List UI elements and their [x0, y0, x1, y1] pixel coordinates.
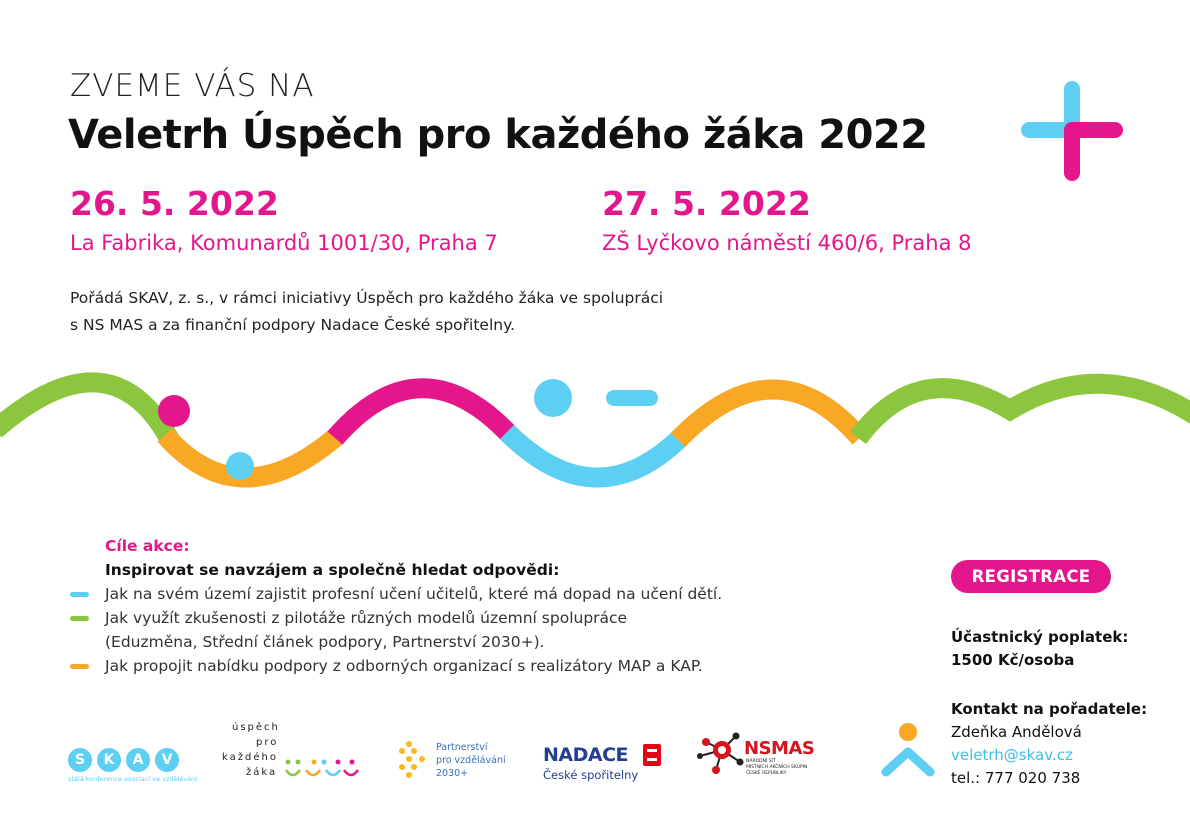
nsmas-name: NSMAS: [744, 738, 815, 759]
goal-item: [105, 582, 722, 606]
nsmas-line: ČESKÉ REPUBLIKY: [746, 771, 787, 776]
skav-tagline: stálá konference asociací ve vzdělávání: [68, 775, 197, 783]
uspech-line: pro: [256, 737, 279, 748]
contact-phone: tel.: 777 020 738: [951, 769, 1081, 787]
partnerstvi-logo: [396, 740, 516, 784]
nadace-logo: [543, 744, 668, 784]
cyan-dash-bullet: [70, 592, 89, 597]
dot-cyan-small: [226, 452, 254, 480]
register-button[interactable]: REGISTRACE: [951, 560, 1111, 593]
smile-icon: [284, 756, 360, 782]
contact-label: Kontakt na pořadatele:: [951, 700, 1148, 718]
contact-block: [951, 698, 1147, 790]
nsmas-line: MÍSTNÍCH AKČNÍCH SKUPIN: [746, 765, 808, 770]
uspech-line: každého: [222, 752, 278, 763]
goals-section: [105, 534, 722, 678]
nadace-name: NADACE: [543, 744, 629, 766]
goal-text: Jak využít zkušenosti z pilotáže různých modelů územní spolupráce: [105, 609, 628, 627]
event-date-1: 26. 5. 2022: [70, 184, 279, 223]
skav-letter: V: [155, 748, 179, 772]
goal-text: Jak na svém území zajistit profesní učení učitelů, které má dopad na učení dětí.: [105, 585, 723, 603]
event-venue-2: ZŠ Lyčkovo náměstí 460/6, Praha 8: [602, 231, 972, 255]
goal-text: Jak propojit nabídku podpory z odborných organizací s realizátory MAP a KAP.: [105, 657, 703, 675]
fee-label: Účastnický poplatek:: [951, 628, 1129, 646]
goal-text-continued: (Eduzměna, Střední článek podpory, Partnerství 2030+).: [105, 633, 545, 651]
invite-kicker: ZVEME VÁS NA: [70, 68, 315, 104]
person-icon: [878, 720, 938, 782]
uspech-line: žáka: [246, 767, 278, 778]
skav-letter: A: [126, 748, 150, 772]
skav-logo: [68, 748, 197, 788]
fee-block: [951, 626, 1128, 672]
skav-letter: S: [68, 748, 92, 772]
organizer-intro: [70, 285, 690, 339]
network-icon: [696, 728, 746, 780]
skav-letter: K: [97, 748, 121, 772]
event-date-2: 27. 5. 2022: [602, 184, 811, 223]
plus-decoration: [1015, 75, 1130, 187]
wave-decoration: [0, 360, 1190, 520]
nadace-sub: České spořitelny: [543, 768, 639, 782]
page-title: Veletrh Úspěch pro každého žáka 2022: [68, 112, 928, 158]
uspech-logo: [222, 722, 362, 784]
sporitelna-s-icon: [641, 742, 663, 768]
skav-letter-row: [68, 748, 190, 772]
intro-line: s NS MAS a za finanční podpory Nadace České spořitelny.: [70, 316, 515, 334]
contact-email-link[interactable]: veletrh@skav.cz: [951, 746, 1073, 764]
nsmas-line: NÁRODNÍ SÍŤ: [746, 759, 776, 764]
partnerstvi-line: Partnerství: [436, 742, 488, 753]
orange-dash-bullet: [70, 664, 89, 669]
partnerstvi-line: pro vzdělávání: [436, 755, 506, 766]
dot-magenta: [158, 395, 190, 427]
goals-heading: Cíle akce:: [105, 537, 190, 555]
dot-cyan-large: [534, 379, 572, 417]
green-dash-bullet: [70, 616, 89, 621]
dots-icon: [396, 740, 430, 780]
goals-subheading: Inspirovat se navzájem a společně hledat odpovědi:: [105, 561, 560, 579]
contact-name: Zdeňka Andělová: [951, 723, 1082, 741]
event-venue-1: La Fabrika, Komunardů 1001/30, Praha 7: [70, 231, 498, 255]
partnerstvi-line: 2030+: [436, 768, 469, 779]
fee-value: 1500 Kč/osoba: [951, 651, 1075, 669]
nsmas-logo: [696, 728, 821, 784]
goal-item: [105, 654, 722, 678]
goal-item: [105, 606, 722, 654]
intro-line: Pořádá SKAV, z. s., v rámci iniciativy Úspěch pro každého žáka ve spolupráci: [70, 289, 664, 307]
uspech-line: úspěch: [232, 722, 280, 733]
